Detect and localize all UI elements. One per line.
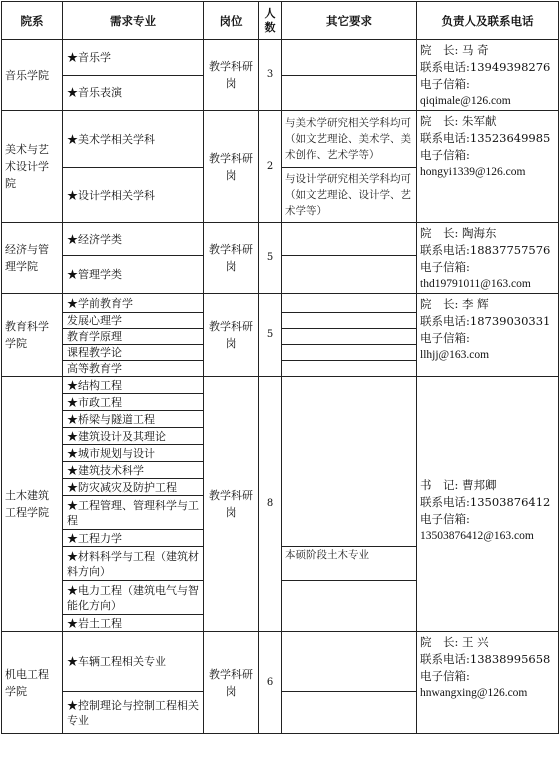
- contact-phone: 联系电话:13838995658: [420, 652, 551, 666]
- requirement-cell: [282, 581, 417, 632]
- contact-person: 院 长: 陶海东: [420, 226, 497, 240]
- header-dept: 院系: [2, 2, 63, 40]
- requirement-cell: [282, 75, 417, 111]
- recruitment-table: [1, 1, 559, 734]
- contact-email-label: 电子信箱:: [420, 77, 470, 91]
- requirement-cell: [282, 632, 417, 692]
- contact-email-label: 电子信箱:: [420, 669, 470, 683]
- requirement-text: 与美术学研究相关学科均可（如文艺理论、美术学、美术创作、艺术学等）: [285, 117, 411, 161]
- department-cell: 机电工程学院: [2, 632, 63, 734]
- requirement-cell: [282, 256, 417, 294]
- requirement-cell: [282, 329, 417, 345]
- major-cell: ★工程力学: [63, 530, 204, 547]
- header-position: 岗位: [204, 2, 259, 40]
- contact-cell: [417, 632, 559, 734]
- contact-email[interactable]: llhjj@163.com: [420, 349, 490, 361]
- requirement-cell: [282, 361, 417, 377]
- contact-cell: [417, 111, 559, 223]
- position-cell: 教学科研岗: [204, 40, 259, 111]
- contact-email[interactable]: thd19791011@163.com: [420, 278, 531, 290]
- requirement-cell: [282, 223, 417, 256]
- count-cell: 6: [259, 632, 282, 734]
- contact-person: 书 记: 曹邦卿: [420, 478, 497, 492]
- major-cell: ★电力工程（建筑电气与智能化方向）: [63, 581, 204, 615]
- header-major: 需求专业: [63, 2, 204, 40]
- major-cell: ★桥梁与隧道工程: [63, 411, 204, 428]
- header-count: 人 数: [259, 2, 282, 40]
- contact-email-label: 电子信箱:: [420, 512, 470, 526]
- position-cell: 教学科研岗: [204, 223, 259, 294]
- major-cell: ★结构工程: [63, 377, 204, 394]
- department-cell: 教育科学学院: [2, 294, 63, 377]
- contact-email-label: 电子信箱:: [420, 260, 470, 274]
- contact-person: 院 长: 王 兴: [420, 635, 489, 649]
- count-cell: 8: [259, 377, 282, 632]
- contact-phone: 联系电话:13523649985: [420, 131, 551, 145]
- position-cell: 教学科研岗: [204, 294, 259, 377]
- contact-cell: [417, 40, 559, 111]
- count-cell: 2: [259, 111, 282, 223]
- header-row: [2, 2, 559, 40]
- requirement-cell: [282, 40, 417, 76]
- contact-cell: [417, 294, 559, 377]
- major-cell: ★经济学类: [63, 223, 204, 256]
- contact-phone: 联系电话:13949398276: [420, 60, 551, 74]
- major-cell: ★音乐表演: [63, 75, 204, 111]
- table-row: [2, 377, 559, 394]
- major-cell: ★建筑技术科学: [63, 462, 204, 479]
- count-cell: 5: [259, 294, 282, 377]
- requirement-cell: [282, 111, 417, 168]
- contact-phone: 联系电话:13503876412: [420, 495, 551, 509]
- requirement-cell: [282, 313, 417, 329]
- major-cell: ★工程管理、管理科学与工程: [63, 496, 204, 530]
- major-cell: ★岩土工程: [63, 615, 204, 632]
- contact-email[interactable]: 13503876412@163.com: [420, 530, 534, 542]
- major-cell: ★学前教育学: [63, 294, 204, 313]
- major-cell: ★音乐学: [63, 40, 204, 76]
- contact-phone: 联系电话:18837757576: [420, 243, 551, 257]
- requirement-cell: [282, 547, 417, 581]
- major-cell: ★市政工程: [63, 394, 204, 411]
- header-contact: 负责人及联系电话: [417, 2, 559, 40]
- department-cell: 经济与管理学院: [2, 223, 63, 294]
- major-cell: 教育学原理: [63, 329, 204, 345]
- contact-person: 院 长: 李 辉: [420, 297, 489, 311]
- contact-email-label: 电子信箱:: [420, 331, 470, 345]
- major-cell: ★管理学类: [63, 256, 204, 294]
- contact-cell: [417, 377, 559, 632]
- contact-email-label: 电子信箱:: [420, 148, 470, 162]
- contact-email[interactable]: qiqimale@126.com: [420, 95, 511, 107]
- requirement-cell: [282, 294, 417, 313]
- table-row: [2, 294, 559, 313]
- major-cell: ★车辆工程相关专业: [63, 632, 204, 692]
- department-cell: 土木建筑工程学院: [2, 377, 63, 632]
- department-cell: 美术与艺术设计学院: [2, 111, 63, 223]
- contact-person: 院 长: 马 奇: [420, 43, 489, 57]
- requirement-cell: [282, 168, 417, 223]
- position-cell: 教学科研岗: [204, 632, 259, 734]
- major-cell: 高等教育学: [63, 361, 204, 377]
- major-cell: 课程教学论: [63, 345, 204, 361]
- requirement-text: 本硕阶段土木专业: [285, 549, 369, 561]
- contact-person: 院 长: 朱军献: [420, 114, 497, 128]
- major-cell: ★设计学相关学科: [63, 168, 204, 223]
- department-cell: 音乐学院: [2, 40, 63, 111]
- major-cell: ★控制理论与控制工程相关专业: [63, 692, 204, 734]
- contact-phone: 联系电话:18739030331: [420, 314, 551, 328]
- requirement-cell: [282, 345, 417, 361]
- position-cell: 教学科研岗: [204, 111, 259, 223]
- major-cell: ★美术学相关学科: [63, 111, 204, 168]
- table-row: [2, 40, 559, 76]
- count-cell: 5: [259, 223, 282, 294]
- contact-cell: [417, 223, 559, 294]
- contact-email[interactable]: hnwangxing@126.com: [420, 687, 528, 699]
- requirement-cell: [282, 377, 417, 547]
- header-requirements: 其它要求: [282, 2, 417, 40]
- contact-email[interactable]: hongyi1339@126.com: [420, 166, 526, 178]
- major-cell: ★建筑设计及其理论: [63, 428, 204, 445]
- count-cell: 3: [259, 40, 282, 111]
- table-row: [2, 111, 559, 168]
- requirement-cell: [282, 692, 417, 734]
- position-cell: 教学科研岗: [204, 377, 259, 632]
- major-cell: ★材料科学与工程（建筑材料方向）: [63, 547, 204, 581]
- major-cell: ★城市规划与设计: [63, 445, 204, 462]
- table-row: [2, 223, 559, 256]
- requirement-text: 与设计学研究相关学科均可（如文艺理论、设计学、艺术学等）: [285, 173, 411, 217]
- table-row: [2, 632, 559, 692]
- major-cell: 发展心理学: [63, 313, 204, 329]
- major-cell: ★防灾减灾及防护工程: [63, 479, 204, 496]
